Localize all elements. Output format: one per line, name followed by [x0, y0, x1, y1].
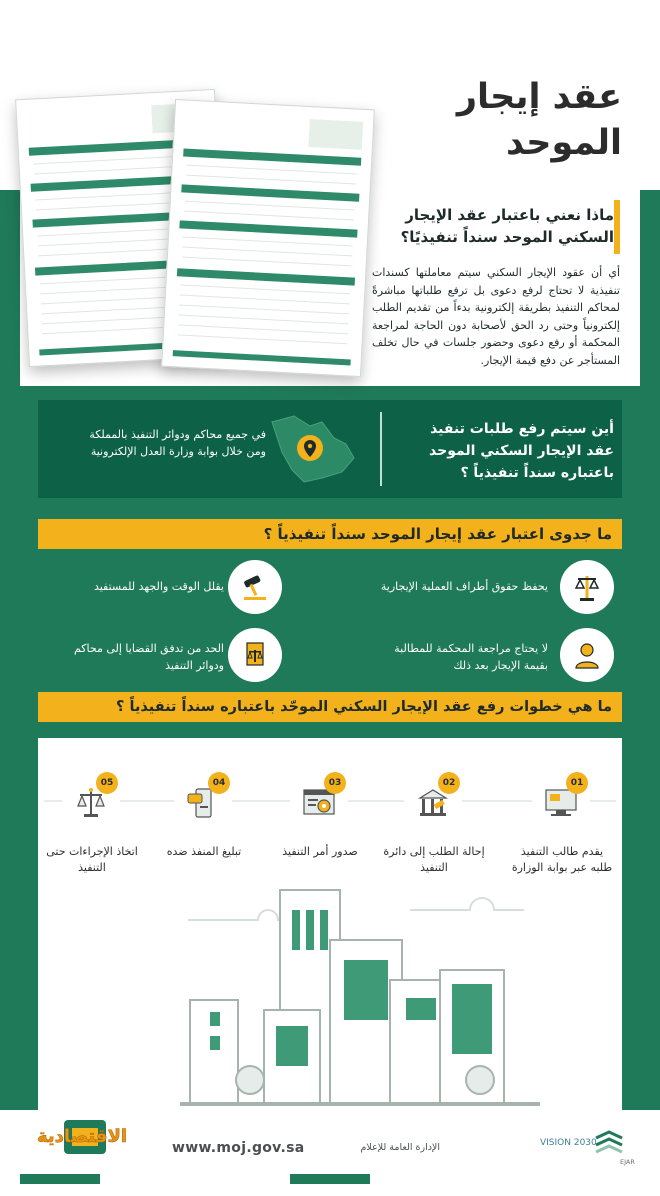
- step-text: تبليغ المنفذ ضده: [166, 845, 242, 858]
- benefits-header: ما جدوى اعتبار عقد إيجار الموحد سنداً تنفيذياً ؟: [263, 525, 612, 543]
- ejar-logo-icon: [594, 1130, 624, 1156]
- step-text: إحالة الطلب إلى دائرة التنفيذ: [383, 845, 485, 874]
- ejar-label: EJAR: [620, 1158, 635, 1166]
- brand-logo-text: الاقتصادية: [36, 1126, 128, 1147]
- document-scales-icon: [228, 628, 282, 682]
- contract-document-image: [161, 99, 375, 377]
- step-text: يقدم طالب التنفيذ طلبه عبر بوابة الوزارة: [511, 845, 613, 874]
- step-text: صدور أمر التنفيذ: [282, 845, 358, 858]
- footer-strip: [290, 1174, 370, 1184]
- where-divider: [380, 412, 382, 486]
- vision-2030-logo: VISION 2030: [540, 1138, 597, 1148]
- step-text: اتخاذ الإجراءات حتى التنفيذ: [46, 845, 138, 874]
- benefit-text: يحفظ حقوق أطراف العملية الإيجارية: [380, 580, 548, 593]
- benefit-text: يقلل الوقت والجهد للمستفيد: [93, 580, 224, 593]
- where-answer: في جميع محاكم ودوائر التنفيذ بالمملكة ومن خلال بوابة وزارة العدل الإلكترونية: [89, 428, 266, 458]
- footer-strip: [20, 1174, 100, 1184]
- scales-icon: [560, 560, 614, 614]
- page-title: عقد إيجار الموحد: [456, 77, 622, 163]
- step-number-badge: 02: [438, 772, 460, 794]
- website-url[interactable]: www.moj.gov.sa: [172, 1140, 305, 1156]
- media-department: الإدارة العامة للإعلام: [360, 1142, 440, 1153]
- step-number-badge: 04: [208, 772, 230, 794]
- gavel-icon: [228, 560, 282, 614]
- step-number-badge: 05: [96, 772, 118, 794]
- benefit-text: لا يحتاج مراجعة المحكمة للمطالبة بقيمة الإيجار بعد ذلك: [394, 642, 548, 672]
- where-question: أين سيتم رفع طلبات تنفيذ عقد الإيجار السكني الموحد باعتباره سنداً تنفيذياً ؟: [429, 421, 614, 481]
- saudi-map-pin-icon: [264, 412, 360, 488]
- step-number-badge: 01: [566, 772, 588, 794]
- intro-question: ماذا نعني باعتبار عقد الإيجار السكني الموحد سنداً تنفيذيًا؟: [400, 206, 614, 246]
- steps-header: ما هي خطوات رفع عقد الإيجار السكني الموحّد باعتباره سنداً تنفيذياً ؟: [116, 699, 612, 715]
- step-number-badge: 03: [324, 772, 346, 794]
- benefit-text: الحد من تدفق القضايا إلى محاكم ودوائر التنفيذ: [73, 642, 224, 672]
- intro-answer: أي أن عقود الإيجار السكني سيتم معاملتها كسندات تنفيذية لا تحتاج لرفع دعوى بل ترفع طلباتها مباشرةً لمحاكم التنفيذ بطريقة إلكترونية بدءاً من تقديم الطلب إلكترونياً وحتى رد الحق لأصحابة دون الحاجة لمراجعة المحكمة أو رفع دعوى وحضور جلسات في حال تخلف المستأجر عن دفع قيمة الإيجار.: [372, 266, 620, 367]
- person-icon: [560, 628, 614, 682]
- city-buildings-illustration: [180, 880, 540, 1106]
